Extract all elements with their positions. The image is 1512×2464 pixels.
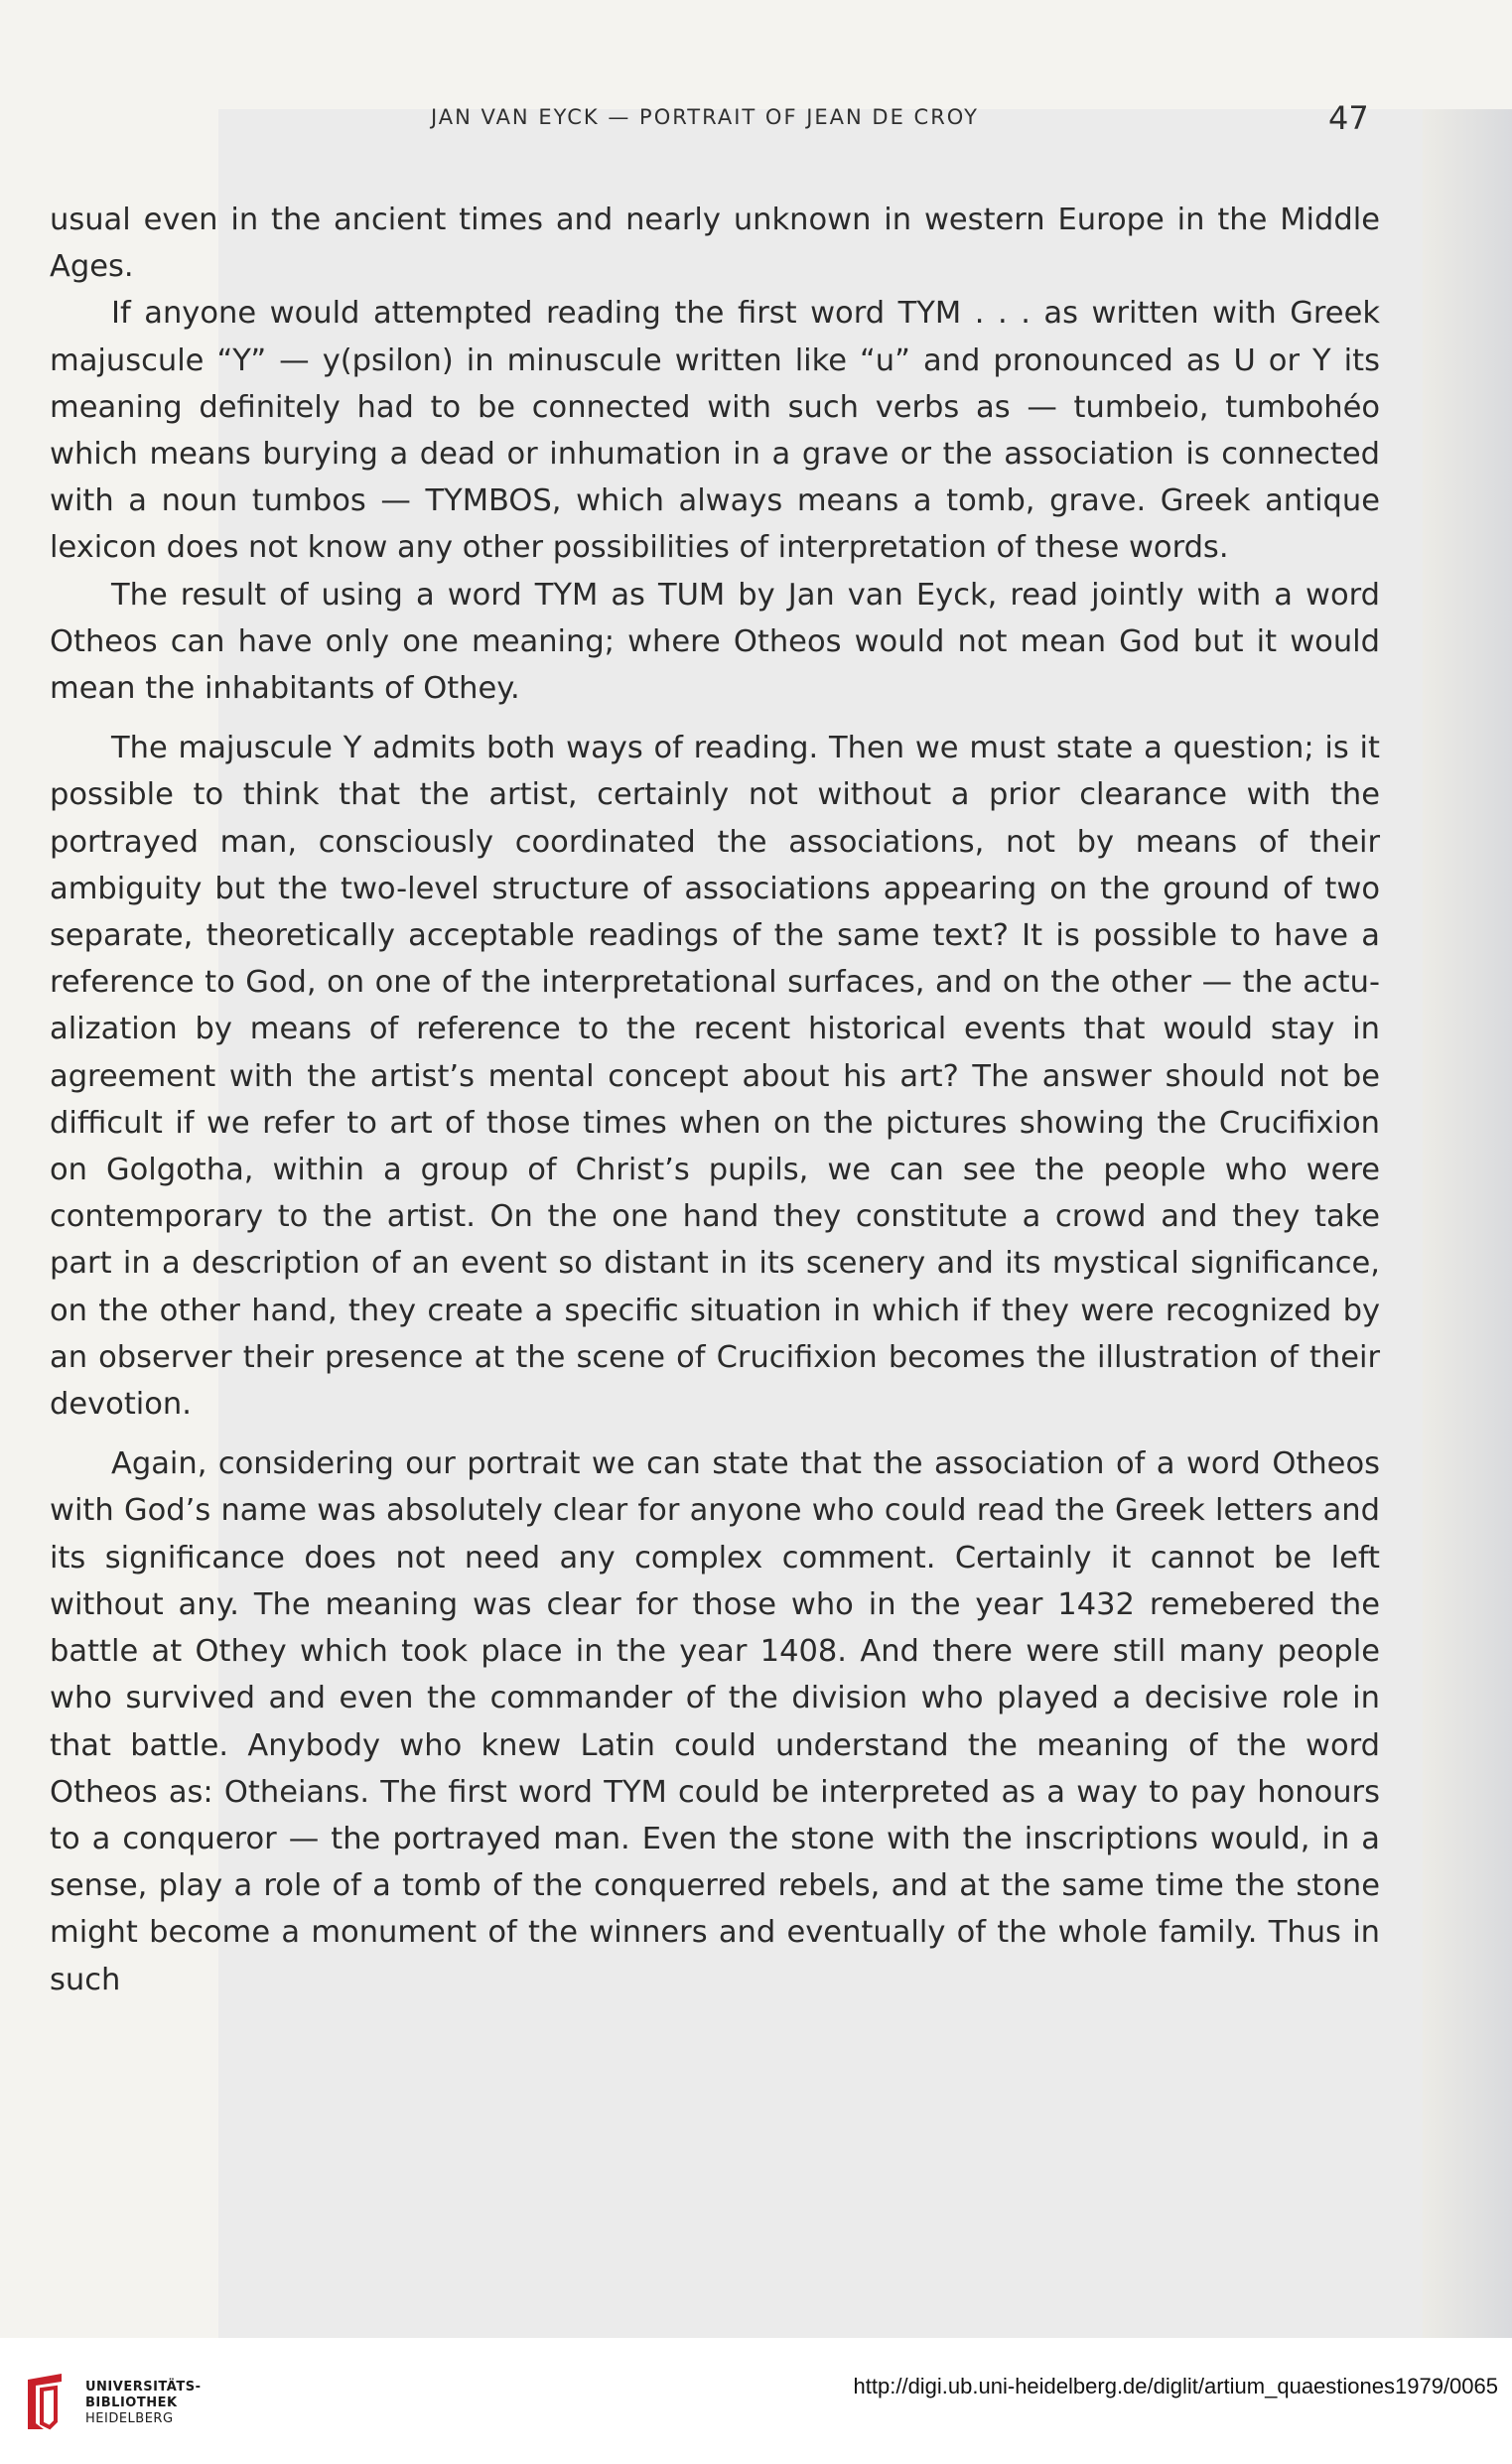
library-logo-icon [22,2372,68,2431]
paragraph: Again, considering our portrait we can state that the association of a word Otheos with God’s name was absolutely clear for anyone who could read the Greek letters and its significance does not need any complex comment. Certainly it cannot be left without any. The meaning was clear for those who in the year 1432 remebered the battle at Othey which took place in the year 1408. And there were still many people who survived and even the commander of the division who played a decisive role in that battle. Anybody who knew Latin could understand the meaning of the word Otheos as: Otheians. The first word TYM could be interpreted as a way to pay honours to a conqueror — the portrayed man. Even the stone with the inscriptions would, in a sense, play a role of a tomb of the conquerred rebels, and at the same time the stone might become a monument of the winners and eventually of the whole family. Thus in such [50,1446,1380,1997]
paragraph: The majuscule Y admits both ways of reading. Then we must state a question; is it possible to think that the artist, certainly not without a prior clearance with the portrayed man, consciously coordinated the associations, not by means of their ambiguity but the two-level structure of associations appearing on the ground of two separate, theoretically acceptable readings of the same text? It is possible to have a reference to God, on one of the interpretational surfaces, and on the other — the actualization by means of reference to the recent historical events that would stay in agreement with the artist’s mental concept about his art? The answer should not be difficult if we refer to art of those times when on the pictures showing the Crucifixion on Golgotha, within a group of Christ’s pupils, we can see the people who were contemporary to the artist. On the one hand they constitute a crowd and they take part in a description of an event so distant in its scenery and its mystical significance, on the other hand, they create a specific situation in which if they were recognized by an observer their presence at the scene of Crucifixion becomes the illustration of their devotion. [50,731,1380,1423]
body-text [50,197,1380,2003]
page-edge-shadow [1423,109,1512,2338]
page-number: 47 [1328,99,1369,137]
library-name [85,2380,201,2427]
library-name-line: HEIDELBERG [85,2411,174,2426]
running-header: JAN VAN EYCK — PORTRAIT OF JEAN DE CROY [430,105,980,129]
source-url-link[interactable]: http://digi.ub.uni-heidelberg.de/diglit/artium_quaestiones1979/0065 [853,2374,1498,2398]
library-name-line: UNIVERSITÄTS- [85,2380,202,2395]
library-name-line: BIBLIOTHEK [85,2396,178,2410]
paragraph: usual even in the ancient times and nearly unknown in western Europe in the Middle Ages. [50,203,1380,285]
paragraph: The result of using a word TYM as TUM by Jan van Eyck, read jointly with a word Otheos can have only one meaning; where Otheos would not mean God but it would mean the inhabitants of Othey. [50,577,1380,707]
digitization-footer [0,2338,1512,2464]
paragraph: If anyone would attempted reading the first word TYM . . . as written with Greek majuscule “Y” — y(psilon) in minuscule written like “u” and pronounced as U or Y its meaning definitely had to be connected with such verbs as — tumbeio, tumbohéo which means burying a dead or inhumation in a grave or the association is connected with a noun tumbos — TYMBOS, which always means a tomb, grave. Greek antique lexicon does not know any other possibilities of interpretation of these words. [50,296,1380,566]
